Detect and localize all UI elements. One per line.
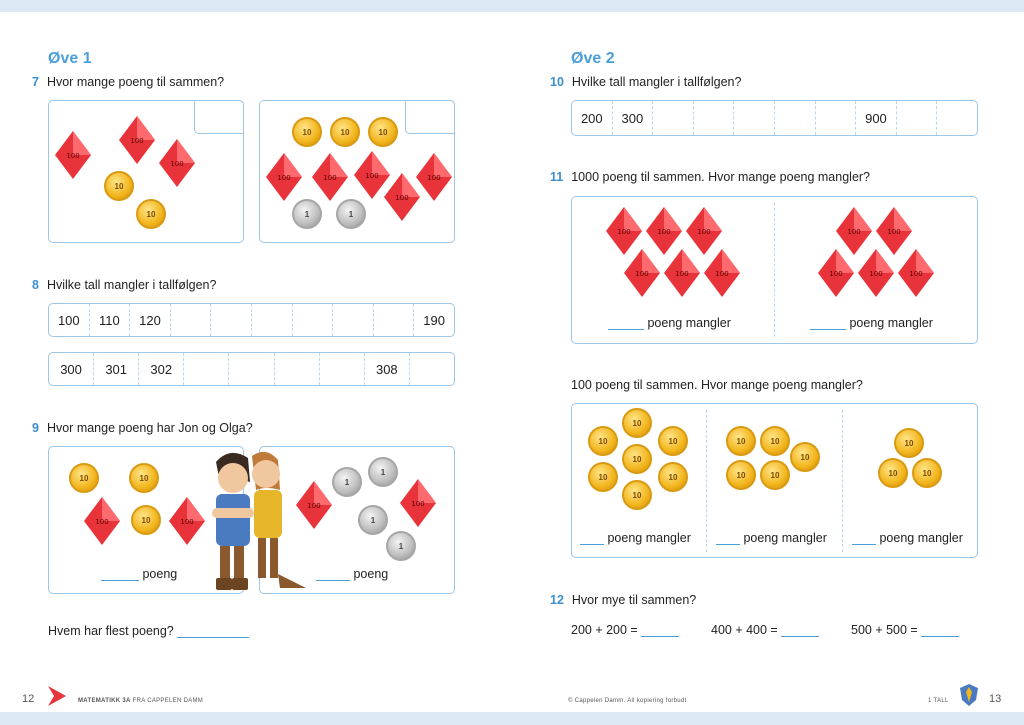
sequence-cell: 100	[49, 304, 90, 336]
mangler-label: poeng mangler	[743, 531, 827, 545]
silver-coin-1-icon: 1	[336, 199, 366, 229]
sequence-cell: 300	[49, 353, 94, 385]
diamond-label: 100	[675, 270, 689, 278]
task-number: 7	[32, 75, 39, 89]
gold-coin-10-icon: 10	[912, 458, 942, 488]
poeng-label: poeng	[142, 567, 178, 581]
task-9	[32, 421, 253, 435]
mangler-answer	[580, 531, 691, 545]
task-8	[32, 278, 216, 292]
diamond-100-icon	[818, 249, 854, 297]
silver-coin-1-icon: 1	[386, 531, 416, 561]
sequence-blank-cell[interactable]	[229, 353, 274, 385]
gold-coin-10-icon: 10	[658, 426, 688, 456]
task-text: Hvor mye til sammen?	[571, 593, 697, 607]
chapter-footer: 1 TALL	[928, 698, 949, 704]
sequence-cell: 110	[90, 304, 131, 336]
sequence-blank-cell[interactable]	[211, 304, 252, 336]
gold-coin-10-icon: 10	[129, 463, 159, 493]
gold-coin-10-icon: 10	[622, 444, 652, 474]
answer-blank[interactable]	[580, 544, 604, 545]
answer-blank[interactable]	[641, 636, 679, 637]
jon-and-olga-illustration	[200, 446, 310, 594]
divider	[706, 410, 707, 552]
answer-blank[interactable]	[608, 329, 644, 330]
diamond-label: 100	[130, 137, 144, 145]
sequence-blank-cell[interactable]	[734, 101, 775, 135]
shield-icon	[960, 684, 978, 706]
task11-diamond-box	[571, 196, 978, 344]
task11b-coin-box	[571, 403, 978, 558]
publisher-logo-icon	[48, 686, 66, 706]
answer-box[interactable]	[405, 100, 455, 134]
gold-coin-10-icon: 10	[658, 462, 688, 492]
sequence-blank-cell[interactable]	[897, 101, 938, 135]
silver-coin-1-icon: 1	[368, 457, 398, 487]
divider	[842, 410, 843, 552]
silver-coin-1-icon: 1	[358, 505, 388, 535]
equation-1	[571, 623, 679, 637]
diamond-100-icon	[646, 207, 682, 255]
mangler-answer	[810, 316, 933, 330]
mangler-label: poeng mangler	[607, 531, 691, 545]
mangler-label: poeng mangler	[879, 531, 963, 545]
task-text: Hvor mange poeng til sammen?	[46, 75, 225, 89]
task-12	[550, 593, 696, 607]
book-publisher: FRA CAPPELEN DAMM	[132, 698, 204, 704]
task-number: 10	[550, 75, 564, 89]
gold-coin-10-icon: 10	[136, 199, 166, 229]
equation-text: 400 + 400 =	[711, 623, 778, 637]
mangler-label: poeng mangler	[647, 316, 731, 330]
diamond-label: 100	[617, 228, 631, 236]
diamond-100-icon	[416, 153, 452, 201]
answer-blank[interactable]	[716, 544, 740, 545]
diamond-label: 100	[847, 228, 861, 236]
task-number: 12	[550, 593, 564, 607]
diamond-label: 100	[307, 502, 321, 510]
sequence-cell: 200	[572, 101, 613, 135]
section-title-ove-1: Øve 1	[48, 50, 92, 67]
equation-text: 500 + 500 =	[851, 623, 918, 637]
task7-box-b	[259, 100, 455, 243]
diamond-label: 100	[715, 270, 729, 278]
task-7	[32, 75, 224, 89]
diamond-100-icon	[898, 249, 934, 297]
diamond-100-icon	[836, 207, 872, 255]
diamond-100-icon	[876, 207, 912, 255]
gold-coin-10-icon: 10	[622, 480, 652, 510]
sequence-blank-cell[interactable]	[293, 304, 334, 336]
diamond-label: 100	[180, 518, 194, 526]
number-sequence-row-1	[48, 303, 455, 337]
diamond-label: 100	[887, 228, 901, 236]
sequence-blank-cell[interactable]	[333, 304, 374, 336]
diamond-100-icon	[664, 249, 700, 297]
page-number-left: 12	[22, 693, 35, 705]
page-number-right: 13	[989, 693, 1002, 705]
gold-coin-10-icon: 10	[622, 408, 652, 438]
gold-coin-10-icon: 10	[760, 426, 790, 456]
task-text: 1000 poeng til sammen. Hvor mange poeng mangler?	[571, 170, 871, 184]
diamond-label: 100	[829, 270, 843, 278]
copyright-footer: © Cappelen Damm. All kopiering forbudt	[568, 698, 687, 704]
textbook-spread	[0, 12, 1024, 712]
sequence-cell: 190	[423, 312, 445, 328]
mangler-answer	[716, 531, 827, 545]
diamond-100-icon	[704, 249, 740, 297]
sequence-blank-cell[interactable]	[410, 353, 454, 385]
sequence-cell: 120	[130, 304, 171, 336]
gold-coin-10-icon: 10	[588, 462, 618, 492]
answer-blank[interactable]	[810, 329, 846, 330]
diamond-label: 100	[66, 152, 80, 160]
diamond-100-icon	[266, 153, 302, 201]
sequence-blank-cell[interactable]	[252, 304, 293, 336]
answer-box[interactable]	[194, 100, 244, 134]
diamond-100-icon	[159, 139, 195, 187]
diamond-100-icon	[312, 153, 348, 201]
gold-coin-10-icon: 10	[69, 463, 99, 493]
jon-points-answer	[101, 567, 177, 581]
gold-coin-10-icon: 10	[726, 426, 756, 456]
task-text: 100 poeng til sammen. Hvor mange poeng mangler?	[571, 378, 863, 392]
task-11b	[571, 378, 863, 392]
gold-coin-10-icon: 10	[726, 460, 756, 490]
sequence-cell: 302	[139, 353, 184, 385]
gold-coin-10-icon: 10	[368, 117, 398, 147]
equation-text: 200 + 200 =	[571, 623, 638, 637]
sequence-blank-cell[interactable]	[320, 353, 365, 385]
task-number: 8	[32, 278, 39, 292]
diamond-label: 100	[365, 172, 379, 180]
book-title-footer	[78, 698, 203, 704]
gold-coin-10-icon: 10	[878, 458, 908, 488]
diamond-label: 100	[869, 270, 883, 278]
gold-coin-10-icon: 10	[131, 505, 161, 535]
task-text: Hvilke tall mangler i tallfølgen?	[46, 278, 217, 292]
gold-coin-10-icon: 10	[790, 442, 820, 472]
sequence-blank-cell[interactable]	[775, 101, 816, 135]
diamond-label: 100	[95, 518, 109, 526]
number-sequence-row	[571, 100, 978, 136]
right-page	[512, 12, 1024, 712]
sequence-cell: 900	[856, 101, 897, 135]
diamond-100-icon	[84, 497, 120, 545]
silver-coin-1-icon: 1	[292, 199, 322, 229]
task-text: Hvor mange poeng har Jon og Olga?	[46, 421, 253, 435]
sequence-cell: 308	[365, 353, 410, 385]
mangler-answer	[608, 316, 731, 330]
answer-blank[interactable]	[316, 580, 350, 581]
poeng-label: poeng	[353, 567, 389, 581]
answer-blank[interactable]	[101, 580, 139, 581]
diamond-label: 100	[411, 500, 425, 508]
gold-coin-10-icon: 10	[894, 428, 924, 458]
answer-blank[interactable]	[781, 636, 819, 637]
equation-2	[711, 623, 819, 637]
gold-coin-10-icon: 10	[104, 171, 134, 201]
answer-blank[interactable]	[177, 637, 249, 638]
silver-coin-1-icon: 1	[332, 467, 362, 497]
diamond-100-icon	[384, 173, 420, 221]
sequence-blank-cell[interactable]	[275, 353, 320, 385]
sequence-blank-cell[interactable]	[694, 101, 735, 135]
sequence-cell: 301	[94, 353, 139, 385]
diamond-100-icon	[119, 116, 155, 164]
diamond-label: 100	[657, 228, 671, 236]
book-title: MATEMATIKK 3A	[78, 698, 131, 704]
task-10	[550, 75, 741, 89]
sequence-blank-cell[interactable]	[653, 101, 694, 135]
number-sequence-row-2	[48, 352, 455, 386]
sequence-blank-cell[interactable]	[184, 353, 229, 385]
diamond-label: 100	[323, 174, 337, 182]
diamond-100-icon	[624, 249, 660, 297]
answer-blank[interactable]	[852, 544, 876, 545]
who-has-most-question	[48, 624, 249, 638]
gold-coin-10-icon: 10	[588, 426, 618, 456]
task-number: 9	[32, 421, 39, 435]
equation-3	[851, 623, 959, 637]
left-page	[0, 12, 512, 712]
gold-coin-10-icon: 10	[292, 117, 322, 147]
sequence-cell: 300	[613, 101, 654, 135]
sequence-blank-cell[interactable]	[171, 304, 212, 336]
diamond-label: 100	[635, 270, 649, 278]
diamond-label: 100	[170, 160, 184, 168]
gold-coin-10-icon: 10	[330, 117, 360, 147]
diamond-label: 100	[277, 174, 291, 182]
olga-points-answer	[316, 567, 388, 581]
diamond-100-icon	[858, 249, 894, 297]
task-text: Hvilke tall mangler i tallfølgen?	[571, 75, 742, 89]
gold-coin-10-icon: 10	[760, 460, 790, 490]
sequence-blank-cell[interactable]	[374, 304, 415, 336]
diamond-100-icon	[55, 131, 91, 179]
sequence-blank-cell[interactable]	[937, 101, 977, 135]
diamond-100-icon	[400, 479, 436, 527]
diamond-100-icon	[686, 207, 722, 255]
sequence-blank-cell[interactable]	[816, 101, 857, 135]
task-number: 11	[550, 170, 564, 184]
diamond-label: 100	[427, 174, 441, 182]
mangler-answer	[852, 531, 963, 545]
divider	[774, 203, 775, 337]
section-title-ove-2: Øve 2	[571, 50, 615, 67]
task7-box-a	[48, 100, 244, 243]
diamond-label: 100	[697, 228, 711, 236]
task-11	[550, 170, 870, 184]
answer-blank[interactable]	[921, 636, 959, 637]
question-text: Hvem har flest poeng?	[48, 624, 174, 638]
diamond-label: 100	[395, 194, 409, 202]
mangler-label: poeng mangler	[849, 316, 933, 330]
diamond-100-icon	[606, 207, 642, 255]
diamond-label: 100	[909, 270, 923, 278]
